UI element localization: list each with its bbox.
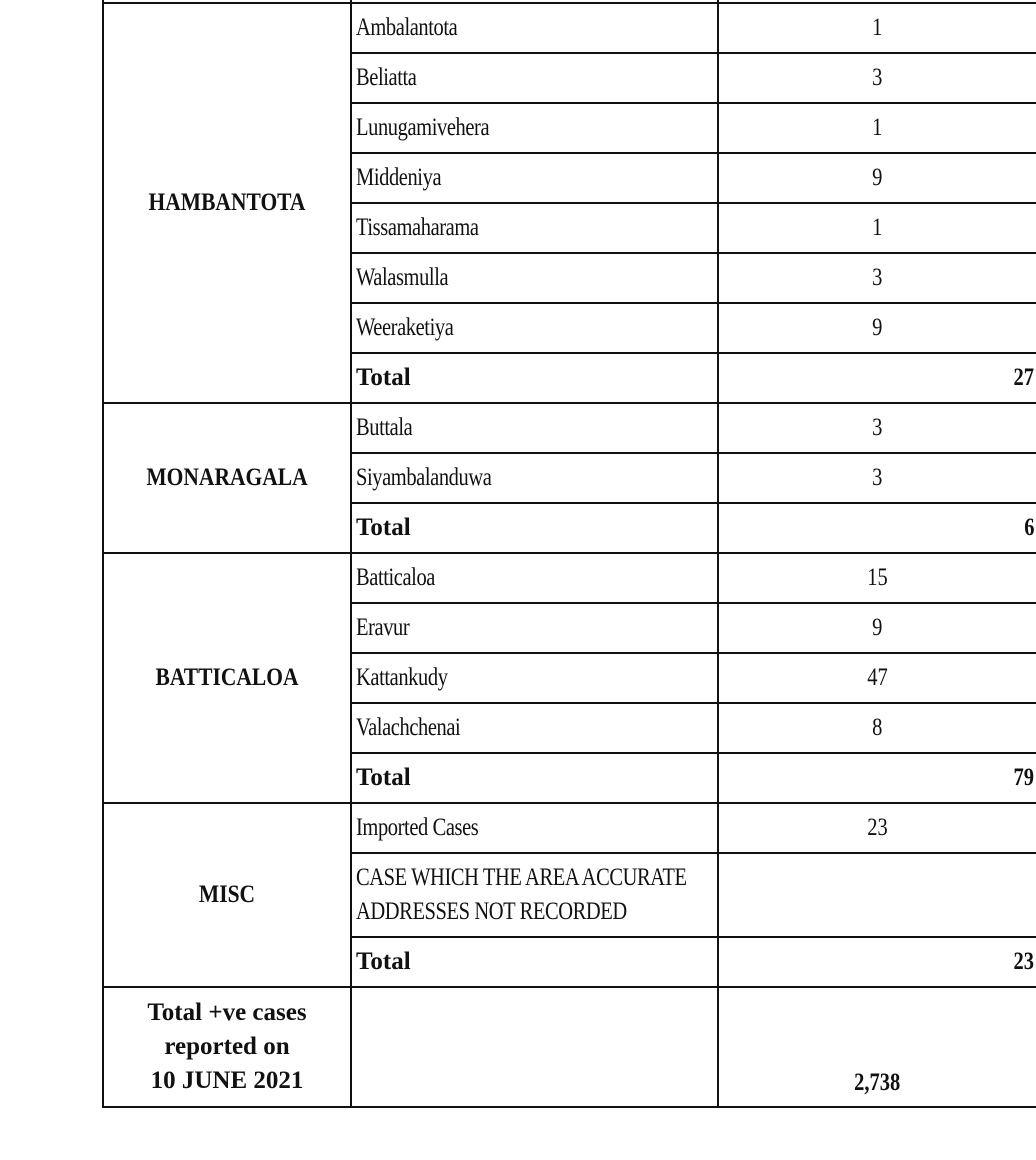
table-row — [103, 803, 1036, 853]
total-value-cell — [718, 503, 1036, 553]
district-name — [120, 403, 333, 553]
total-label-cell — [351, 353, 718, 403]
area-cell — [351, 53, 718, 103]
area-cell — [351, 653, 718, 703]
case-count: 23 — [867, 814, 888, 842]
case-count: 1 — [872, 214, 883, 242]
area-name: CASE WHICH THE AREA ACCURATE ADDRESSES NOT RECORDED — [356, 864, 687, 925]
total-label: Total — [356, 514, 411, 542]
grand-total-empty-cell — [351, 987, 718, 1107]
grand-total-value-cell — [718, 987, 1036, 1107]
district-name — [120, 803, 333, 987]
total-label-cell — [351, 503, 718, 553]
district-name-text: BATTICALOA — [155, 664, 299, 692]
total-value-cell — [718, 753, 1036, 803]
case-count: 15 — [867, 564, 888, 592]
area-cell — [351, 103, 718, 153]
case-count-cell — [718, 453, 1036, 503]
total-label-cell — [351, 753, 718, 803]
case-table — [102, 0, 1036, 1108]
table-row — [103, 3, 1036, 53]
area-name: Tissamaharama — [356, 214, 479, 242]
case-count: 8 — [872, 714, 883, 742]
area-cell — [351, 453, 718, 503]
grand-total-label-line1: Total +ve cases reported on — [147, 999, 307, 1061]
case-count: 9 — [872, 164, 883, 192]
district-name-text: MONARAGALA — [146, 464, 308, 492]
area-cell — [351, 153, 718, 203]
area-cell — [351, 603, 718, 653]
total-label: Total — [356, 764, 411, 792]
total-value-cell — [718, 937, 1036, 987]
area-cell — [351, 3, 718, 53]
district-name — [120, 3, 333, 403]
total-label: Total — [356, 364, 411, 392]
total-value: 27 — [1013, 364, 1034, 392]
area-name: Batticaloa — [356, 564, 436, 592]
area-name: Beliatta — [356, 64, 417, 92]
area-name: Siyambalanduwa — [356, 464, 492, 492]
grand-total-row — [103, 987, 1036, 1107]
area-cell — [351, 303, 718, 353]
case-count-cell — [718, 153, 1036, 203]
total-value-cell — [718, 353, 1036, 403]
case-count: 3 — [872, 414, 883, 442]
case-count-cell — [718, 803, 1036, 853]
area-name: Eravur — [356, 614, 410, 642]
area-name: Weeraketiya — [356, 314, 454, 342]
case-count-cell — [718, 253, 1036, 303]
grand-total-label-line2: 10 JUNE 2021 — [150, 1066, 304, 1094]
area-name: Middeniya — [356, 164, 442, 192]
total-value: 79 — [1013, 764, 1034, 792]
case-count-cell — [718, 603, 1036, 653]
case-count-cell — [718, 553, 1036, 603]
case-count: 3 — [872, 64, 883, 92]
case-count: 9 — [872, 314, 883, 342]
case-count: 3 — [872, 264, 883, 292]
case-count: 1 — [872, 14, 883, 42]
area-cell — [351, 703, 718, 753]
table-row — [103, 403, 1036, 453]
area-cell — [351, 803, 718, 853]
case-count-cell — [718, 653, 1036, 703]
case-count-cell — [718, 303, 1036, 353]
area-cell — [351, 403, 718, 453]
total-value: 6 — [1023, 514, 1034, 542]
district-name-text: MISC — [198, 881, 256, 909]
total-label-cell — [351, 937, 718, 987]
area-name: Ambalantota — [356, 14, 458, 42]
table-row — [103, 553, 1036, 603]
area-name: Kattankudy — [356, 664, 448, 692]
case-count-cell — [718, 403, 1036, 453]
area-name: Valachchenai — [356, 714, 461, 742]
case-count: 3 — [872, 464, 883, 492]
area-cell — [351, 253, 718, 303]
case-count-cell — [718, 53, 1036, 103]
area-cell — [351, 203, 718, 253]
case-count-cell — [718, 853, 1036, 937]
area-name: Walasmulla — [356, 264, 449, 292]
case-count-cell — [718, 103, 1036, 153]
grand-total-label-cell — [103, 987, 351, 1107]
case-count-cell — [718, 203, 1036, 253]
area-name: Imported Cases — [356, 814, 479, 842]
case-count: 9 — [872, 614, 883, 642]
area-cell — [351, 853, 718, 937]
district-name-text: HAMBANTOTA — [148, 189, 306, 217]
grand-total-value: 2,738 — [854, 1069, 901, 1097]
area-cell — [351, 553, 718, 603]
area-name: Lunugamivehera — [356, 114, 490, 142]
case-count: 47 — [867, 664, 888, 692]
district-name — [120, 553, 333, 803]
total-label: Total — [356, 948, 411, 976]
case-count: 1 — [872, 114, 883, 142]
total-value: 23 — [1013, 948, 1034, 976]
case-count-cell — [718, 3, 1036, 53]
case-count-cell — [718, 703, 1036, 753]
area-name: Buttala — [356, 414, 413, 442]
